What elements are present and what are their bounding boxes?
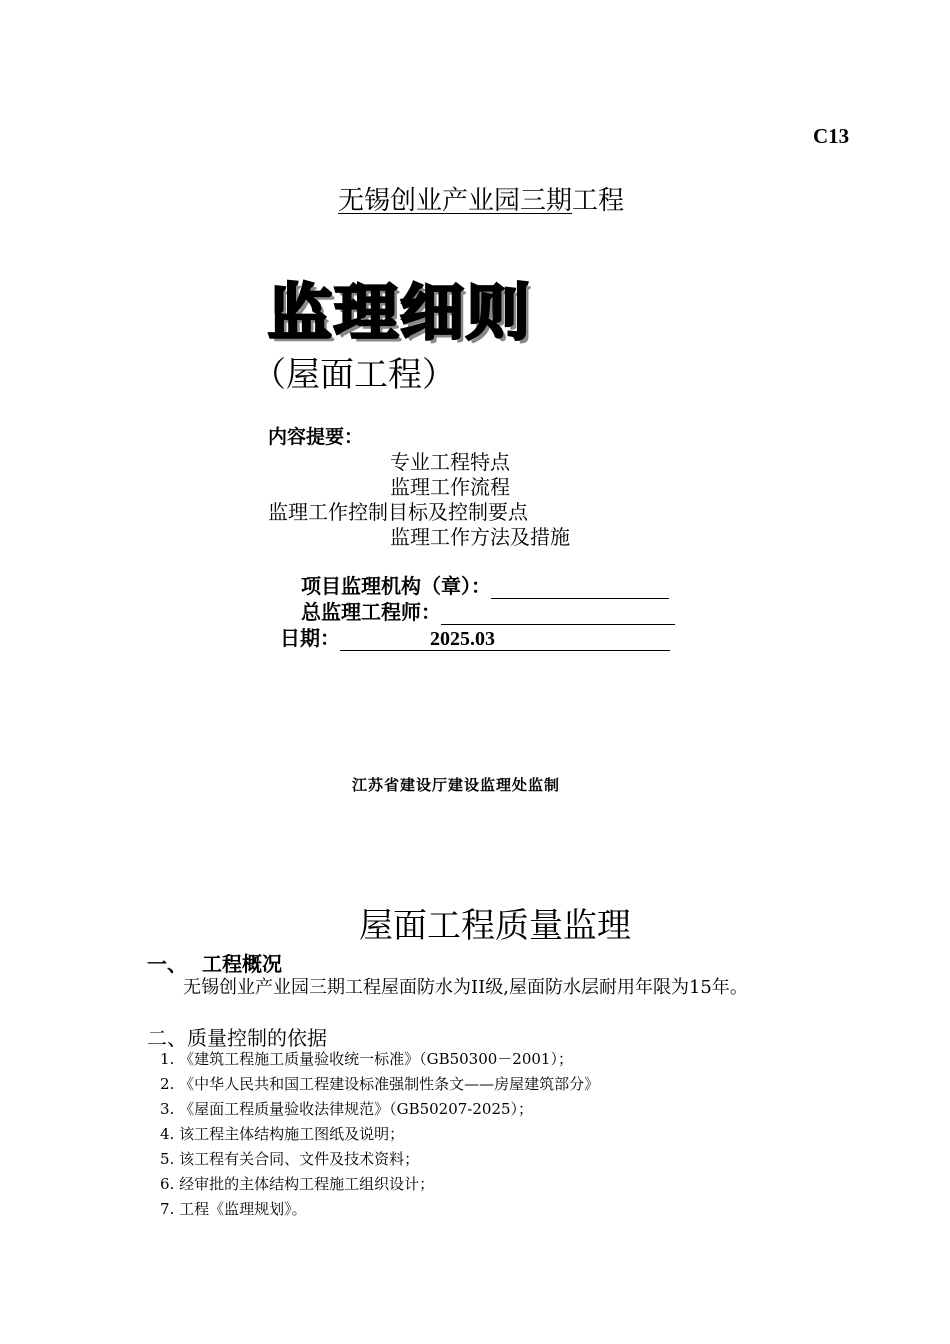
main-title: 监理细则 (268, 278, 532, 349)
document-code: C13 (813, 124, 850, 148)
date-row (280, 622, 670, 651)
org-signature-row (301, 570, 669, 599)
basis-item-6: 6. 经审批的主体结构工程施工组织设计； (160, 1175, 435, 1193)
basis-item-7: 7. 工程《监理规划》。 (160, 1200, 307, 1218)
overview-heading: 工程概况 (202, 952, 282, 976)
project-name-underlined: 无锡创业产业园三期 (338, 186, 573, 216)
overview-heading-number: 一、 (147, 952, 187, 976)
basis-item-1: 1. 《建筑工程施工质量验收统一标准》（GB50300－2001）； (160, 1050, 573, 1068)
basis-heading: 二、质量控制的依据 (147, 1026, 327, 1050)
overview-text: 无锡创业产业园三期工程屋面防水为II级,屋面防水层耐用年限为15年。 (183, 977, 748, 998)
date-label: 日期： (280, 626, 340, 650)
org-label: 项目监理机构（章）： (301, 574, 491, 598)
basis-item-4: 4. 该工程主体结构施工图纸及说明； (160, 1125, 405, 1143)
section-title: 屋面工程质量监理 (359, 906, 631, 946)
subtitle: （屋面工程） (252, 355, 456, 395)
issuer: 江苏省建设厅建设监理处监制 (352, 776, 561, 794)
basis-item-2: 2. 《中华人民共和国工程建设标准强制性条文——房屋建筑部分》 (160, 1075, 600, 1093)
engineer-label: 总监理工程师： (301, 600, 441, 624)
summary-item-2: 监理工作流程 (390, 475, 510, 499)
summary-item-1: 专业工程特点 (390, 450, 510, 474)
engineer-signature-row (301, 596, 675, 625)
summary-item-3: 监理工作控制目标及控制要点 (268, 500, 528, 524)
basis-item-5: 5. 该工程有关合同、文件及技术资料； (160, 1150, 420, 1168)
basis-item-3: 3. 《屋面工程质量验收法律规范》（GB50207-2025）； (160, 1100, 534, 1118)
project-name (338, 180, 624, 217)
summary-label: 内容提要： (268, 426, 364, 448)
date-field[interactable]: 2025.03 (340, 628, 670, 651)
project-name-suffix: 工程 (572, 186, 625, 216)
summary-item-4: 监理工作方法及措施 (390, 525, 570, 549)
